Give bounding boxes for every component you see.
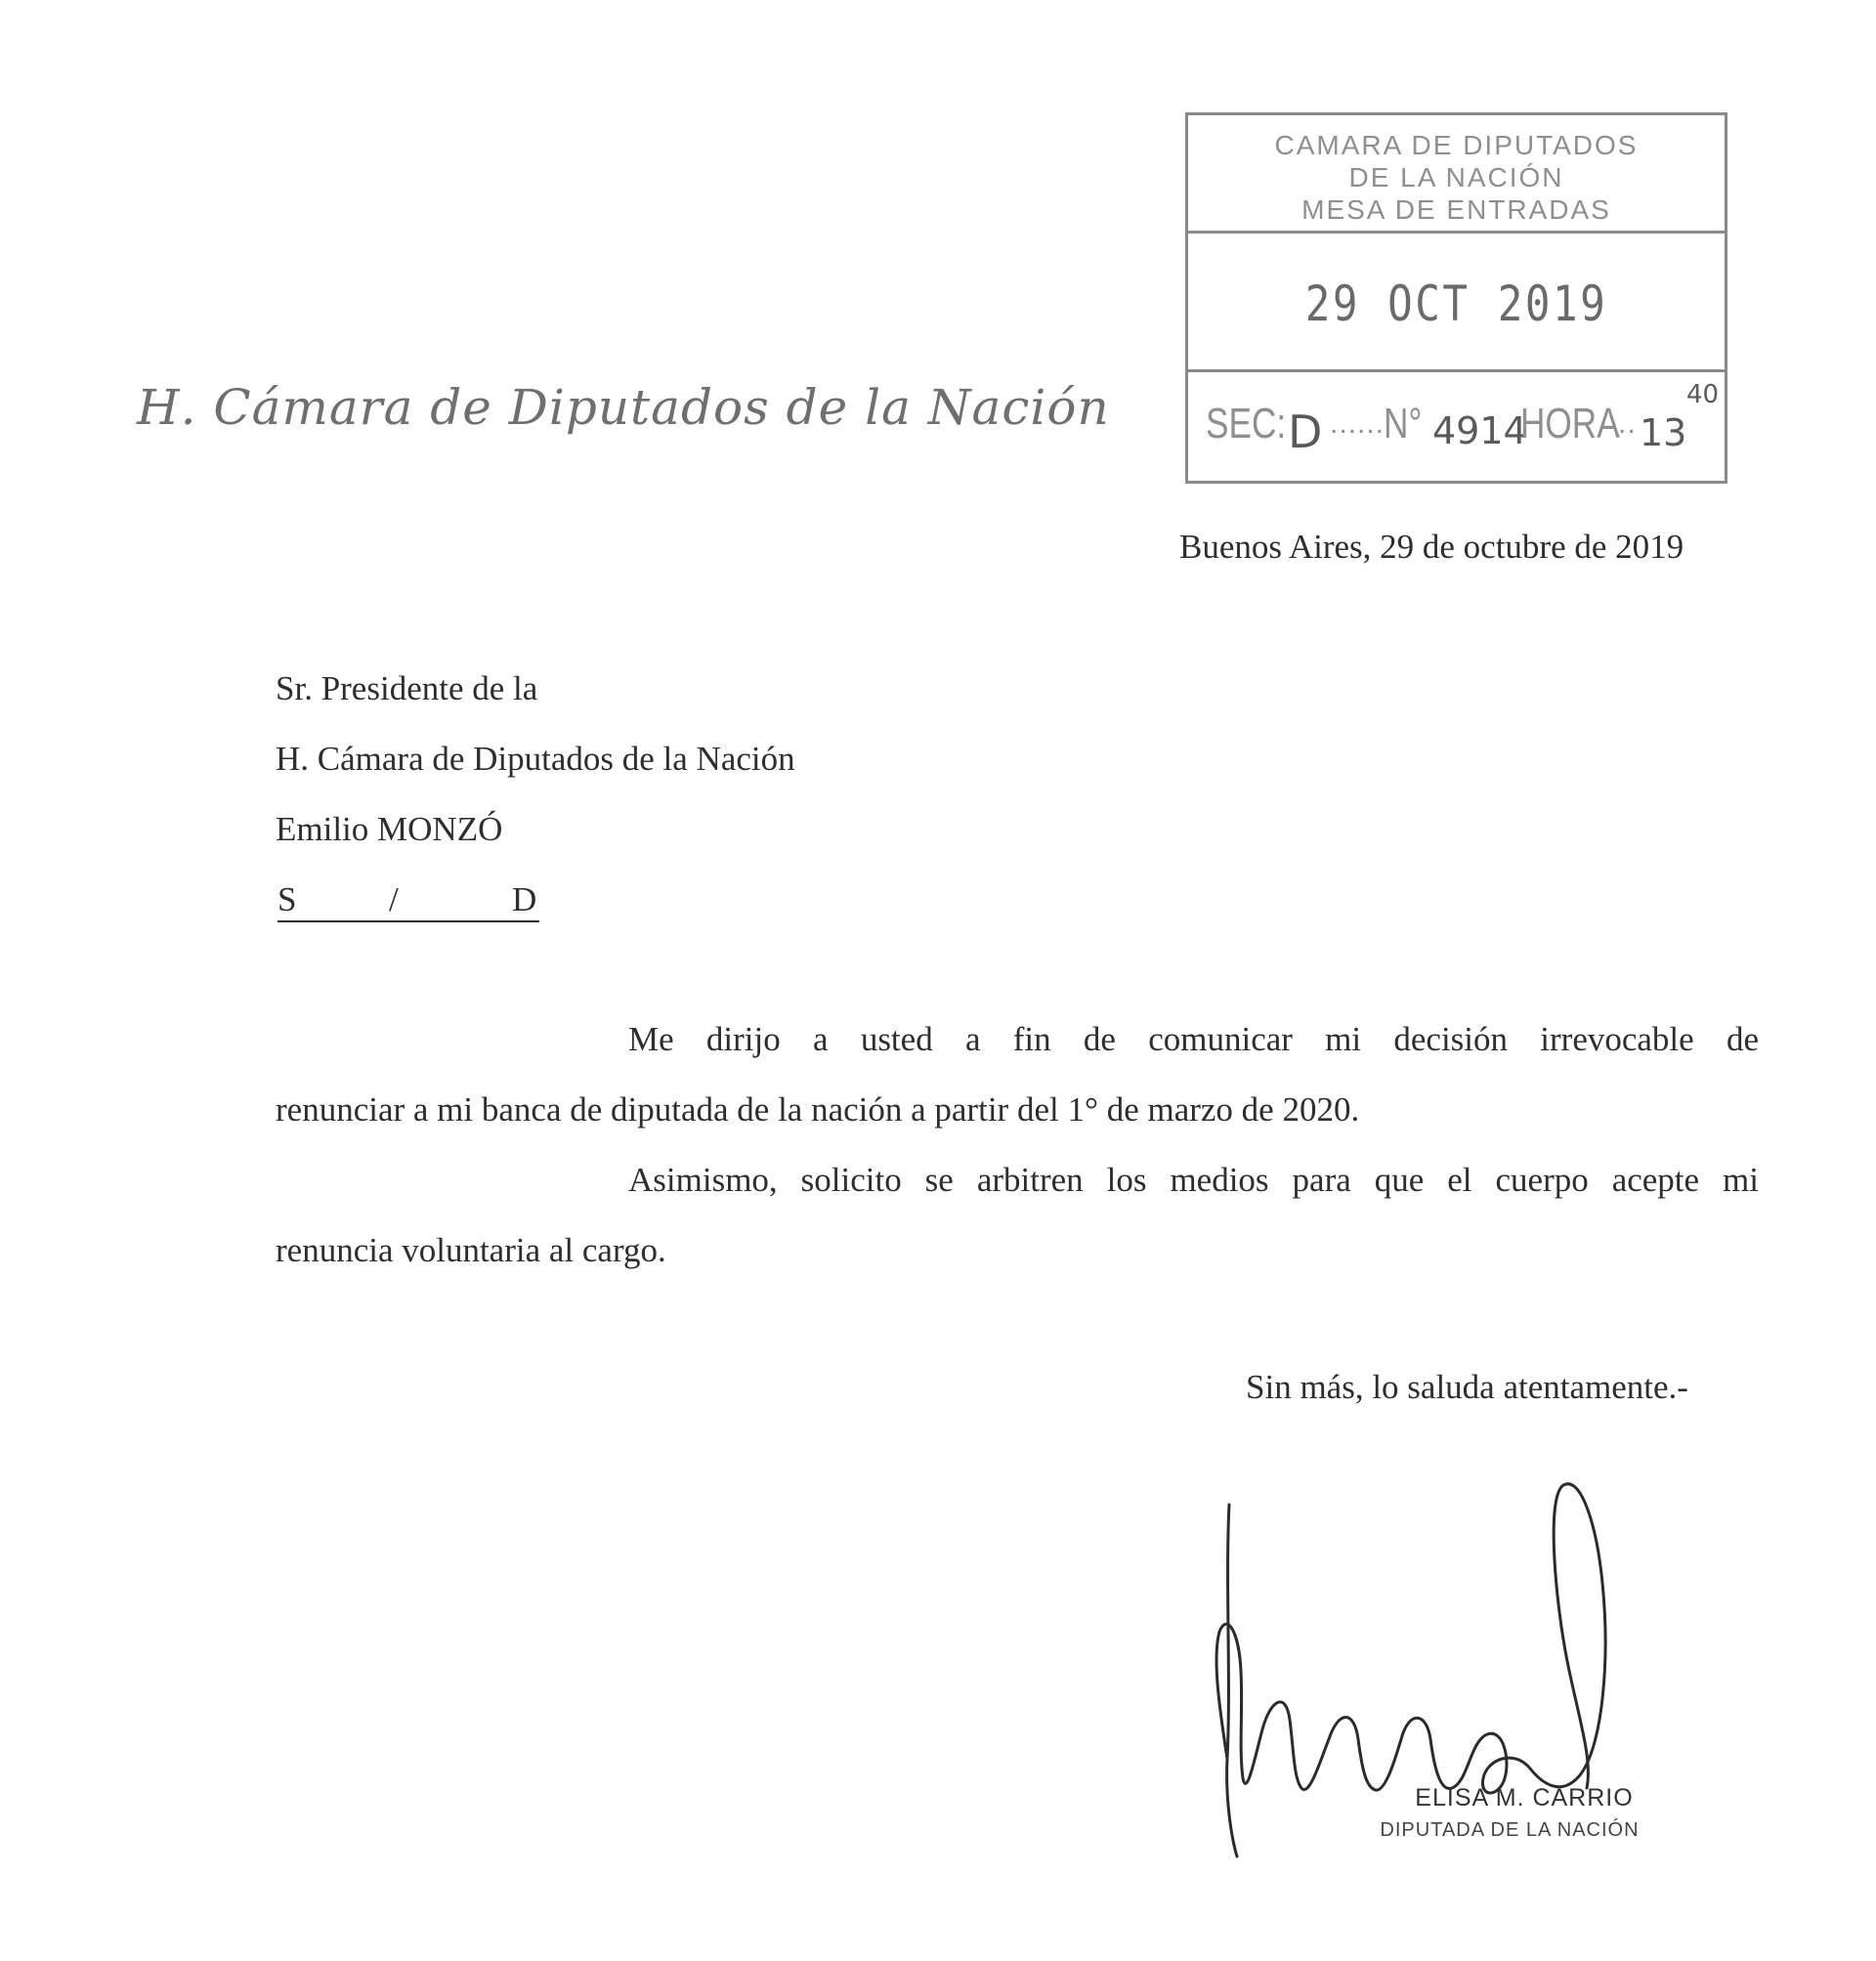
salutation-slash: /: [389, 880, 399, 918]
paragraph-2-line-2: renuncia voluntaria al cargo.: [276, 1231, 666, 1269]
letterhead-title: H. Cámara de Diputados de la Nación: [137, 379, 1110, 436]
stamp-line-2: DE LA NACIÓN: [1348, 162, 1564, 192]
stamp-sec-value: D: [1288, 405, 1323, 458]
stamp-hora-minutes: 40: [1686, 380, 1720, 409]
stamp-dots-2: ..: [1618, 407, 1637, 440]
stamp-line-3: MESA DE ENTRADAS: [1301, 194, 1611, 225]
paragraph-1-line-2: renunciar a mi banca de diputada de la nación a partir del 1° de marzo de 2020.: [276, 1090, 1360, 1129]
stamp-hora-value: 13: [1640, 411, 1687, 454]
recipient-line-3: Emilio MONZÓ: [276, 810, 503, 848]
stamp-header: [1188, 115, 1725, 234]
stamp-hora-label: HORA: [1520, 400, 1620, 448]
paragraph-2-line-1: Asimismo, solicito se arbitren los medios para que el cuerpo acepte mi: [628, 1161, 1759, 1199]
stamp-date: 29 OCT 2019: [1304, 276, 1608, 332]
recipient-line-2: H. Cámara de Diputados de la Nación: [276, 740, 795, 778]
signatory-title: DIPUTADA DE LA NACIÓN: [1380, 1819, 1640, 1841]
stamp-num-value: 4914: [1432, 409, 1527, 452]
paragraph-1-line-1: Me dirijo a usted a fin de comunicar mi decisión irrevocable de: [628, 1020, 1759, 1058]
stamp-dots-1: ......: [1330, 407, 1386, 440]
handwritten-signature: [1192, 1466, 1700, 1876]
reception-stamp: [1185, 112, 1727, 484]
salutation-d: D: [512, 880, 537, 918]
stamp-date-section: [1188, 233, 1725, 372]
stamp-sec-label: SEC:: [1206, 400, 1287, 448]
recipient-line-1: Sr. Presidente de la: [276, 669, 538, 707]
place-date: Buenos Aires, 29 de octubre de 2019: [1179, 528, 1684, 566]
signatory-name: ELISA M. CARRIO: [1415, 1784, 1634, 1812]
salutation-s: S: [277, 880, 297, 918]
salutation-underline: [277, 920, 539, 922]
stamp-num-label: N°: [1384, 400, 1423, 448]
stamp-registry-section: [1188, 372, 1725, 484]
stamp-line-1: CAMARA DE DIPUTADOS: [1274, 130, 1639, 160]
closing-text: Sin más, lo saluda atentamente.-: [1246, 1368, 1688, 1406]
